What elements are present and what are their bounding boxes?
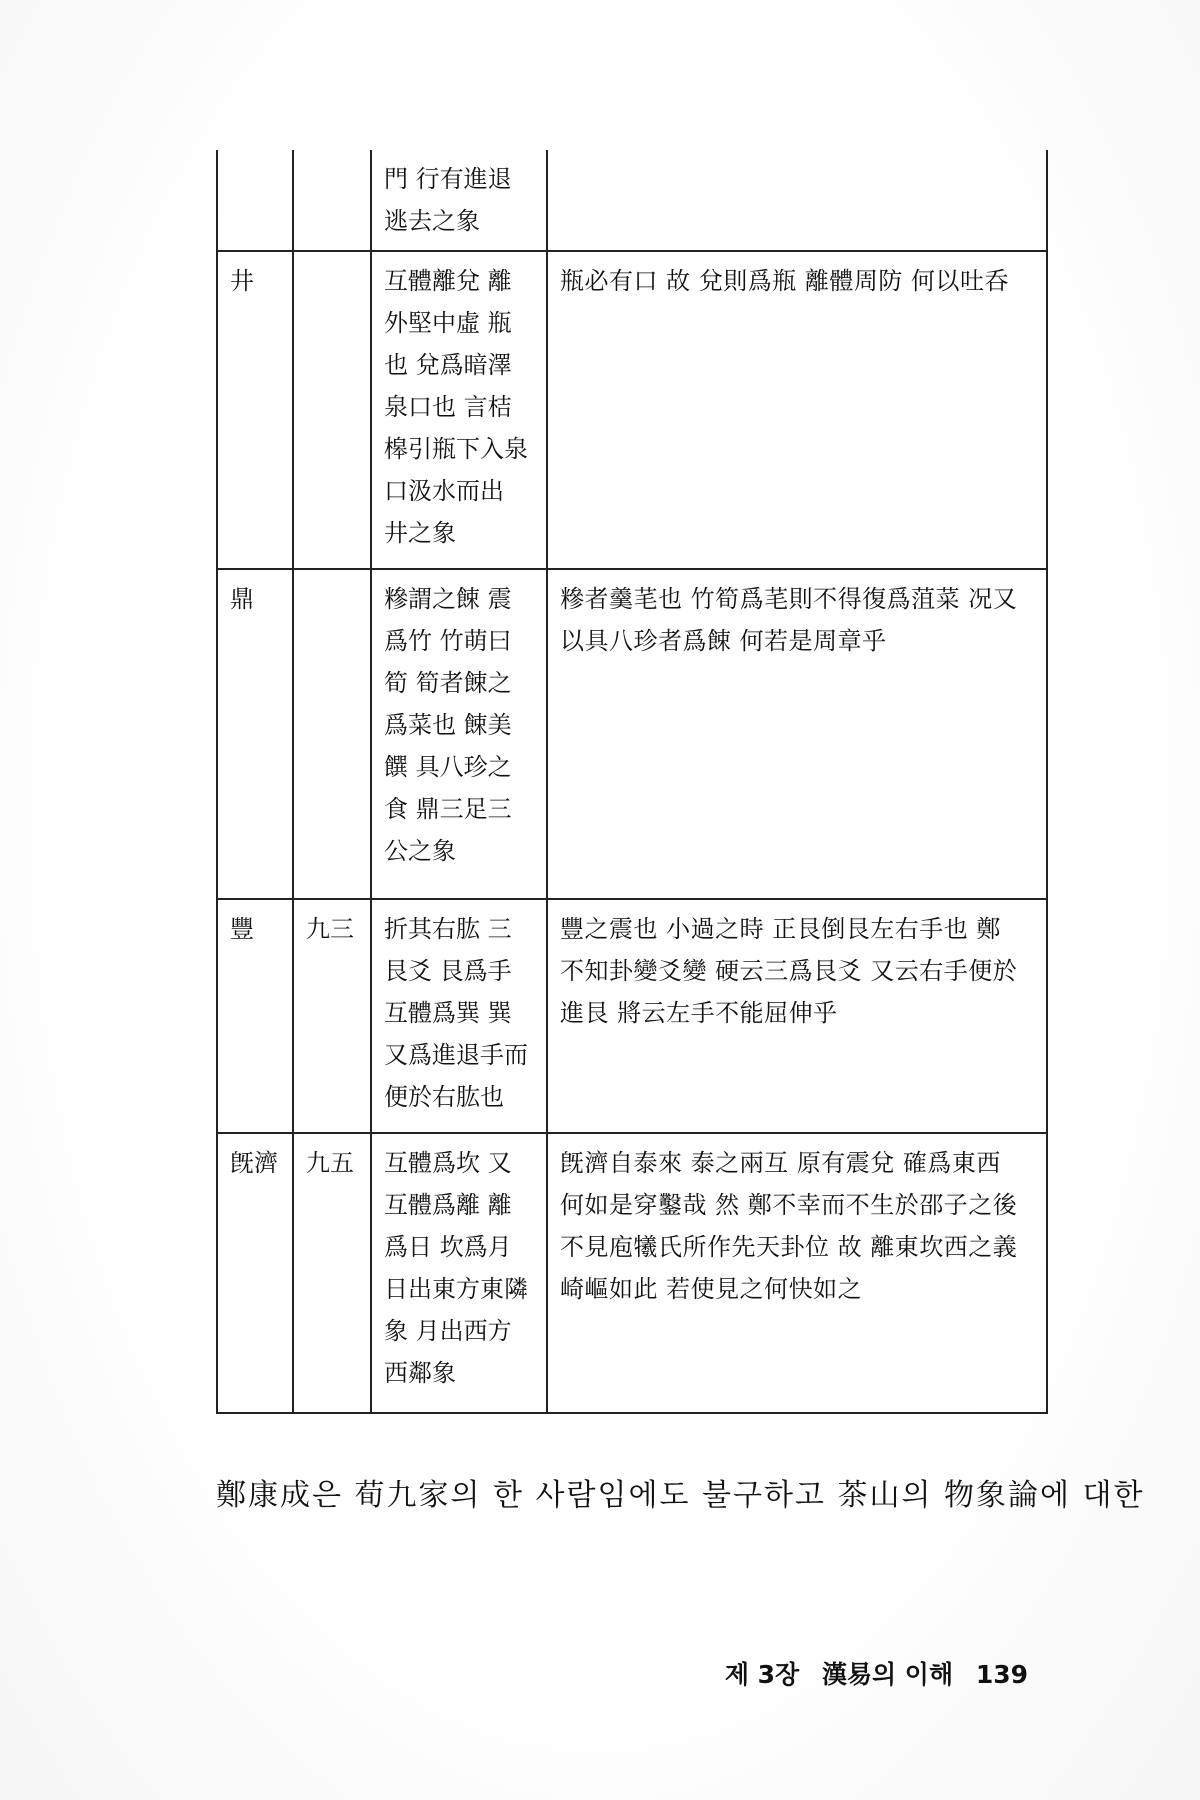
- zheng-line: 互體爲離 離: [384, 1191, 512, 1219]
- zheng-commentary-cell: [371, 569, 547, 899]
- critique-line: 豐之震也 小過之時 正艮倒艮左右手也 鄭: [560, 915, 1001, 943]
- zheng-line: 象 月出西方: [384, 1317, 512, 1345]
- line-cell: [293, 150, 371, 251]
- zheng-line: 互體爲巽 巽: [384, 999, 512, 1027]
- table-row-continued: [217, 150, 1047, 251]
- body-paragraph: 鄭康成은 荀九家의 한 사람임에도 불구하고 茶山의 物象論에 대한: [216, 1478, 1145, 1513]
- zheng-commentary-cell: [371, 150, 547, 251]
- zheng-line: 門 行有進退: [384, 165, 512, 193]
- table-row-jing: [217, 251, 1047, 569]
- zheng-line: 口汲水而出: [384, 477, 504, 505]
- hexagram-cell: [217, 150, 293, 251]
- line-cell: 九五: [293, 1133, 371, 1413]
- critique-cell: [547, 899, 1047, 1133]
- zheng-line: 食 鼎三足三: [384, 795, 512, 823]
- critique-cell: [547, 569, 1047, 899]
- commentary-table: [216, 150, 1048, 1414]
- zheng-line: 互體爲坎 又: [384, 1149, 512, 1177]
- zheng-line: 槔引瓶下入泉: [384, 435, 528, 463]
- page-number: 139: [975, 1660, 1028, 1689]
- critique-line: 瓶必有口 故 兌則爲瓶 離體周防 何以吐呑: [560, 267, 1010, 295]
- line-cell: 九三: [293, 899, 371, 1133]
- chapter-label: 제 3장: [724, 1660, 800, 1689]
- zheng-line: 便於右肱也: [384, 1083, 504, 1111]
- zheng-line: 井之象: [384, 519, 456, 547]
- zheng-line: 艮爻 艮爲手: [384, 957, 512, 985]
- zheng-line: 爲日 坎爲月: [384, 1233, 512, 1261]
- hexagram-cell: 鼎: [217, 569, 293, 899]
- zheng-line: 爲菜也 餗美: [384, 711, 512, 739]
- hexagram-cell: 豐: [217, 899, 293, 1133]
- critique-line: 進艮 將云左手不能屈伸乎: [560, 999, 838, 1027]
- zheng-line: 爲竹 竹萌曰: [384, 627, 512, 655]
- page-footer: [725, 1655, 1028, 1691]
- critique-line: 旣濟自泰來 泰之兩互 原有震兌 確爲東西: [560, 1149, 1001, 1177]
- critique-cell: [547, 251, 1047, 569]
- zheng-line: 也 兌爲暗澤: [384, 351, 512, 379]
- zheng-line: 糝謂之餗 震: [384, 585, 512, 613]
- zheng-line: 筍 筍者餗之: [384, 669, 512, 697]
- zheng-line: 西鄰象: [384, 1359, 456, 1387]
- zheng-line: 公之象: [384, 837, 456, 865]
- zheng-line: 泉口也 言桔: [384, 393, 512, 421]
- table-row-jiji: [217, 1133, 1047, 1413]
- table-row-feng: [217, 899, 1047, 1133]
- hexagram-cell: 井: [217, 251, 293, 569]
- critique-line: 以具八珍者爲餗 何若是周章乎: [560, 627, 887, 655]
- critique-cell: [547, 1133, 1047, 1413]
- zheng-line: 饌 具八珍之: [384, 753, 512, 781]
- zheng-line: 互體離兌 離: [384, 267, 512, 295]
- critique-line: 糝者羹芼也 竹筍爲芼則不得復爲菹菜 况又: [560, 585, 1018, 613]
- zheng-line: 逃去之象: [384, 207, 480, 235]
- chapter-title: 漢易의 이해: [821, 1660, 954, 1689]
- zheng-line: 折其右肱 三: [384, 915, 512, 943]
- zheng-commentary-cell: [371, 899, 547, 1133]
- zheng-line: 外堅中虛 瓶: [384, 309, 512, 337]
- critique-line: 崎嶇如此 若使見之何快如之: [560, 1275, 863, 1303]
- critique-cell: [547, 150, 1047, 251]
- critique-line: 不知卦變爻變 硬云三爲艮爻 又云右手便於: [560, 957, 1018, 985]
- zheng-commentary-cell: [371, 251, 547, 569]
- hexagram-cell: 旣濟: [217, 1133, 293, 1413]
- table-row-ding: [217, 569, 1047, 899]
- zheng-line: 又爲進退手而: [384, 1041, 528, 1069]
- zheng-line: 日出東方東隣: [384, 1275, 528, 1303]
- line-cell: [293, 569, 371, 899]
- line-cell: [293, 251, 371, 569]
- zheng-commentary-cell: [371, 1133, 547, 1413]
- critique-line: 不見庖犧氏所作先天卦位 故 離東坎西之義: [560, 1233, 1018, 1261]
- critique-line: 何如是穿鑿哉 然 鄭不幸而不生於邵子之後: [560, 1191, 1018, 1219]
